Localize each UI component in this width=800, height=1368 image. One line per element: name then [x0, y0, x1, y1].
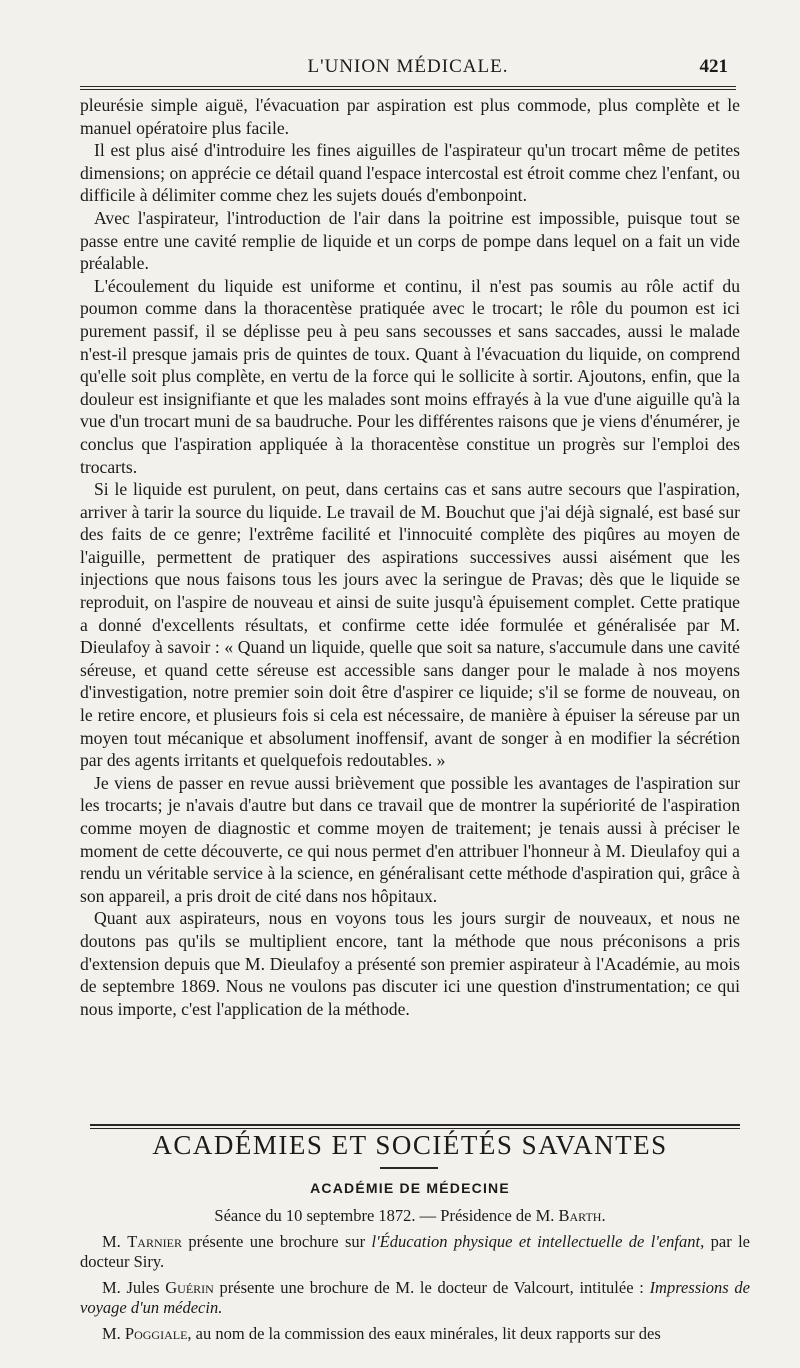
- paragraph: L'écoulement du liquide est uniforme et continu, il n'est pas soumis au rôle actif du poumon comme dans la thoracentèse pratiquée avec le trocart; le rôle du poumon est ici purement passif, il se déplisse peu à peu sans secousses et sans saccades, aussi le malade n'est-il presque jamais pris de quintes de toux. Quant à l'évacuation du liquide, on comprend qu'elle soit plus complète, en vertu de la force qui le sollicite à sortir. Ajoutons, enfin, que la douleur est insignifiante et que les malades sont moins effrayés à la vue d'une aiguille qu'à la vue d'un trocart muni de sa baudruche. Pour les différentes raisons que je viens d'énumérer, je conclus que l'aspiration appliquée à la thoracentèse constitue un progrès sur l'emploi des trocarts.: [80, 275, 740, 477]
- session-date: Séance du 10 septembre 1872. — Présidence de M.: [214, 1206, 555, 1225]
- note-text: par le docteur Siry.: [80, 1232, 750, 1271]
- note-speaker: Guérin: [165, 1278, 214, 1297]
- note-lead: M.: [102, 1324, 121, 1343]
- note-item: [80, 1324, 750, 1344]
- journal-title: L'UNION MÉDICALE.: [307, 56, 509, 77]
- header-rule: [80, 86, 736, 90]
- section-divider: [90, 1124, 740, 1129]
- page-number: 421: [699, 56, 728, 77]
- session-notes: [80, 1232, 750, 1350]
- note-text: , au nom de la commission des eaux minérales, lit deux rapports sur des: [187, 1324, 661, 1343]
- article-body: [80, 94, 740, 1020]
- paragraph: Il est plus aisé d'introduire les fines aiguilles de l'aspirateur qu'un trocart même de petites dimensions; on apprécie ce détail quand l'espace intercostal est étroit comme chez l'enfant, ou difficile à délimiter comme chez les sujets doués d'embonpoint.: [80, 140, 740, 206]
- paragraph: pleurésie simple aiguë, l'évacuation par aspiration est plus commode, plus complète et le manuel opératoire plus facile.: [80, 95, 740, 138]
- note-work-title: Impressions de voyage d'un médecin.: [80, 1278, 750, 1317]
- running-header: [80, 52, 736, 82]
- paragraph: Je viens de passer en revue aussi brièvement que possible les avantages de l'aspiration sur les trocarts; je n'avais d'autre but dans ce travail que de montrer la supériorité de l'aspiration comme moyen de diagnostic et comme moyen de traitement; je tenais aussi à préciser le moment de cette découverte, ce qui nous permet d'en attribuer l'honneur à M. Dieulafoy qui a rendu un véritable service à la science, en généralisant cette méthode d'aspiration qui, grâce à son appareil, a pris droit de cité dans nos hôpitaux.: [80, 772, 740, 906]
- note-text: présente une brochure sur: [181, 1232, 372, 1251]
- note-work-title: l'Éducation physique et intellectuelle de l'enfant,: [371, 1232, 705, 1251]
- paragraph: Si le liquide est purulent, on peut, dans certains cas et sans autre secours que l'aspiration, arriver à tarir la source du liquide. Le travail de M. Bouchut que j'ai déjà signalé, est basé sur des faits de ce genre; l'extrême facilité et l'innocuité complète des piqûres au moyen de l'aiguille, permettent de pratiquer des aspirations successives aussi aisément que les injections que nous faisons tous les jours avec la seringue de Pravas; dès que le liquide se reproduit, on l'aspire de nouveau et ainsi de suite jusqu'à épuisement complet. Cette pratique a donné d'excellents résultats, et confirme cette idée formulée et généralisée par M. Dieulafoy à savoir : « Quand un liquide, quelle que soit sa nature, s'accumule dans une cavité séreuse, et quand cette séreuse est accessible sans danger pour le malade à nos moyens d'investigation, notre premier soin doit être d'aspirer ce liquide; s'il se forme de nouveau, on le retire encore, et plusieurs fois si cela est nécessaire, de manière à épuiser la séreuse par un moyen tout mécanique et absolument inoffensif, avant de songer à en modifier la sécrétion par des agents irritants et quelquefois redoutables. »: [80, 479, 740, 771]
- paragraph: Avec l'aspirateur, l'introduction de l'air dans la poitrine est impossible, puisque tout se passe entre une cavité remplie de liquide et un corps de pompe dans lequel on a fait un vide préalable.: [80, 207, 740, 274]
- note-speaker: Poggiale: [124, 1324, 188, 1343]
- note-text: présente une brochure de M. le docteur de Valcourt, intitulée :: [213, 1278, 650, 1297]
- session-president: Barth: [558, 1206, 602, 1225]
- session-period: .: [601, 1206, 606, 1225]
- note-lead: M.: [102, 1232, 121, 1251]
- title-underline: [380, 1167, 438, 1169]
- note-item: [80, 1232, 750, 1272]
- note-speaker: Tarnier: [127, 1232, 182, 1251]
- subsection-title: ACADÉMIE DE MÉDECINE: [310, 1180, 510, 1196]
- note-lead: M. Jules: [102, 1278, 160, 1297]
- section-title: ACADÉMIES ET SOCIÉTÉS SAVANTES: [152, 1130, 668, 1160]
- paragraph: Quant aux aspirateurs, nous en voyons tous les jours surgir de nouveaux, et nous ne doutons pas qu'ils se multiplient encore, tant la méthode que nous préconisons a pris d'extension depuis que M. Dieulafoy a présenté son premier aspirateur à l'Académie, au mois de septembre 1869. Nous ne voulons pas discuter ici une question d'instrumentation; ce qui nous importe, c'est l'application de la méthode.: [80, 908, 740, 1019]
- session-info: [80, 1206, 740, 1226]
- note-item: [80, 1278, 750, 1318]
